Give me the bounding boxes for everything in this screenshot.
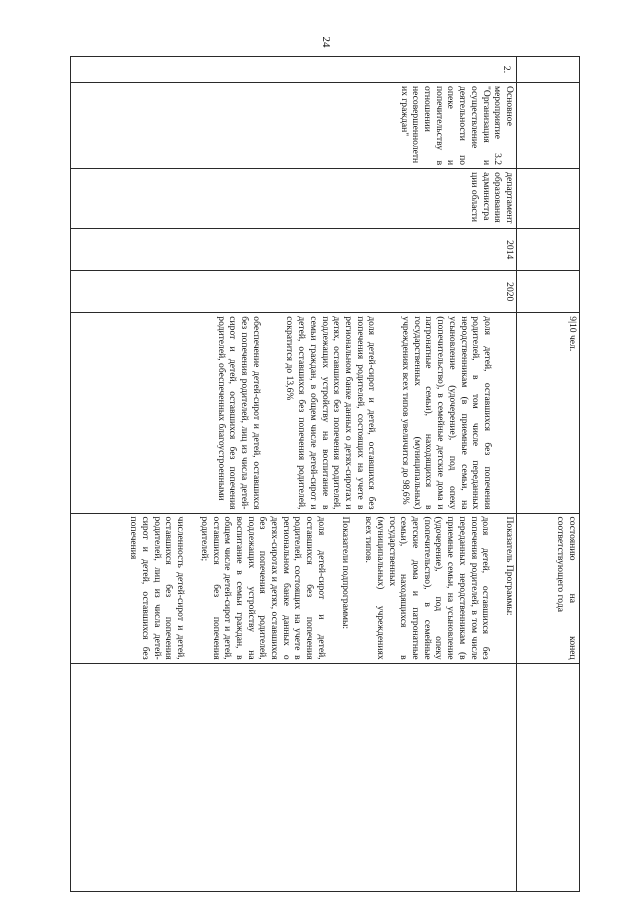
expected-results xyxy=(71,313,517,513)
link-indicator-3: численность детей-сирот и детей, оставшихся без попечения родителей, лиц из числа детей-сирот и детей, оставшихся без попечения xyxy=(128,516,187,660)
table-row-continuation xyxy=(517,57,580,892)
result-3: обеспечение детей-сирот и детей, оставшихся без попечения родителей, лиц из числа детей-сирот и детей, оставшихся без попечения родителей, обеспеченных благоустроенными xyxy=(215,316,262,510)
start-year: 2014 xyxy=(71,229,517,271)
link-heading-program: Показатель Программы: xyxy=(504,516,515,616)
page-number: 24 xyxy=(320,36,332,48)
cell-result-top xyxy=(517,313,580,513)
cell-empty xyxy=(71,663,517,891)
result-continuation: 9|10 чел. xyxy=(567,316,578,352)
cell-name-top xyxy=(517,83,580,169)
cell-num-top xyxy=(517,57,580,83)
executor xyxy=(71,169,517,229)
link-continuation: состоянию на конец соответствующего года xyxy=(555,516,578,660)
cell-end-top xyxy=(517,271,580,313)
result-2: доля детей-сирот и детей, оставшихся без попечения родителей, состоящих на учете в региональном банке данных о детях-сиротах и детях, оставшихся без попечения родителей, подлежащих устройству на воспитание в семьи граждан, в общем числе детей-сирот и детей, оставшихся без попечения родителей, сократится до 13,6% xyxy=(284,316,378,510)
cell-link-top xyxy=(517,513,580,663)
result-1: доля детей, оставшихся без попечения родителей, в том числе переданных неродственникам (в приемные семьи, на усыновление (удочерение), под опеку (попечительство), в семейные детские дома и патронатные семьи), находящихся в государственных (муниципальных) учреждениях всех типов увеличится до 98,6% xyxy=(400,316,493,510)
link-indicator-1: доля детей, оставшихся без попечения родителей, в том числе переданных неродственникам (в приемные семьи, на усыновление (удочерение), под опеку (попечительство), в семейные детские дома и патронатные семьи), находящихся в государственных (муниципальных) учреждениях всех типов. xyxy=(363,516,492,660)
table-row xyxy=(71,57,517,892)
measure-name xyxy=(71,83,517,169)
program-links xyxy=(71,513,517,663)
program-table xyxy=(70,56,580,892)
rotated-page xyxy=(48,56,580,892)
executor-text: департамент образования администрации области xyxy=(468,172,515,224)
measure-name-text: Основное мероприятие 3.2 "Организация и осуществление деятельности по опеке и попечительству в отношении несовершеннолетних граждан" xyxy=(398,86,515,166)
end-year: 2020 xyxy=(71,271,517,313)
cell-empty-top xyxy=(517,663,580,891)
link-indicator-2: доля детей-сирот и детей, оставшихся без попечения родителей, состоящих на учете в региональном банке данных о детях-сиротах и детях, оставшихся без попечения родителей, подлежащих устройству на воспитание в семьи граждан, в общем числе детей-сирот и детей, оставшихся без попечения родителей; xyxy=(198,516,327,660)
cell-exec-top xyxy=(517,169,580,229)
cell-start-top xyxy=(517,229,580,271)
row-number: 2. xyxy=(71,57,517,83)
link-heading-subprogram: Показатели подпрограммы: xyxy=(339,516,351,630)
